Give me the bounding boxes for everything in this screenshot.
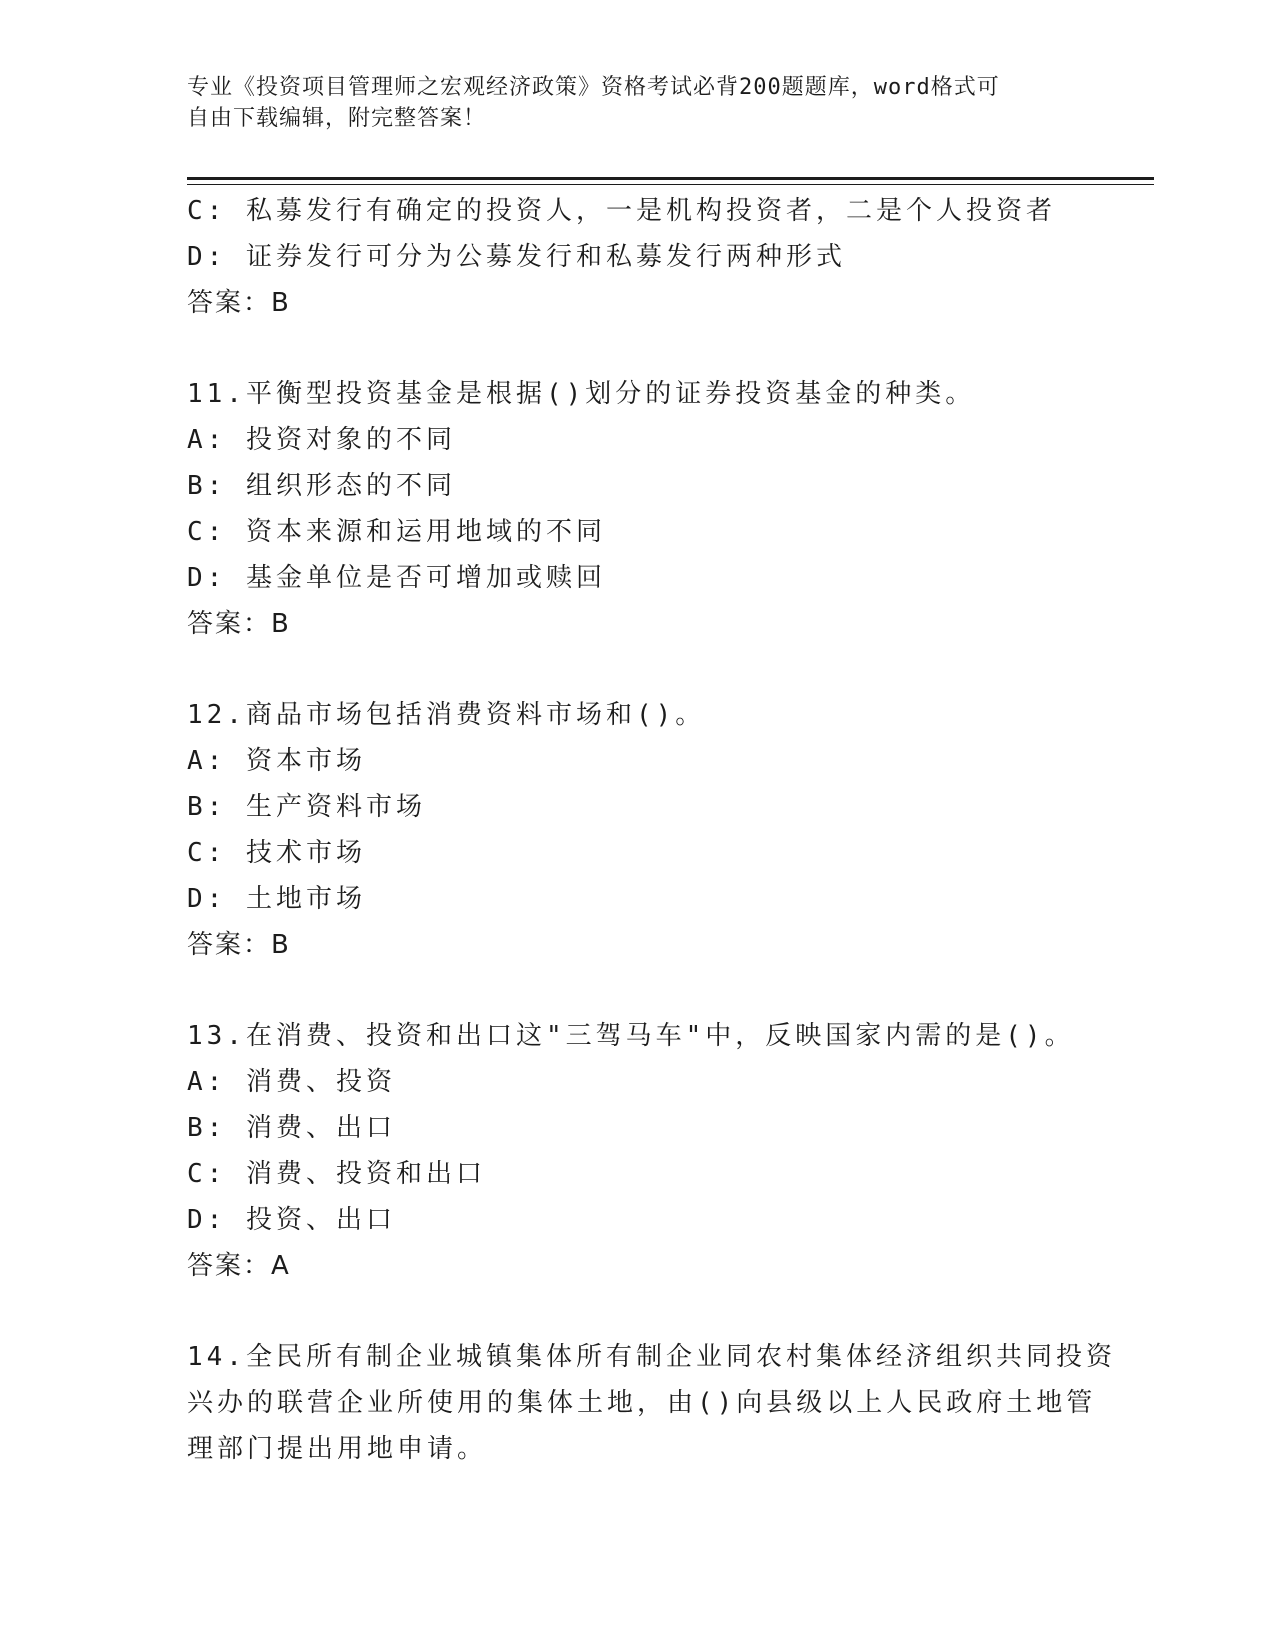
- question-11: [187, 371, 1087, 647]
- option-c: C: 技术市场: [187, 838, 366, 868]
- question-stem-line-1: 14.全民所有制企业城镇集体所有制企业同农村集体经济组织共同投资: [187, 1342, 1116, 1372]
- spacer: [187, 647, 1087, 692]
- header-divider-thick: [187, 177, 1154, 180]
- document-header: [187, 72, 1067, 134]
- header-title-line-1: 专业《投资项目管理师之宏观经济政策》资格考试必背200题题库，word格式可: [187, 75, 1000, 100]
- option-d: D: 投资、出口: [187, 1205, 396, 1235]
- question-stem-line-2: 兴办的联营企业所使用的集体土地，由()向县级以上人民政府土地管: [187, 1388, 1097, 1418]
- option-b: B: 消费、出口: [187, 1113, 396, 1143]
- header-title-line-2: 自由下载编辑，附完整答案！: [187, 106, 487, 131]
- option-d: D: 土地市场: [187, 884, 366, 914]
- option-c: C: 消费、投资和出口: [187, 1159, 486, 1189]
- option-b: B: 组织形态的不同: [187, 471, 456, 501]
- option-c: C: 资本来源和运用地域的不同: [187, 517, 606, 547]
- question-stem-line-3: 理部门提出用地申请。: [187, 1434, 488, 1464]
- question-10-continued: [187, 188, 1087, 326]
- question-13: [187, 1013, 1087, 1289]
- option-a: A: 投资对象的不同: [187, 425, 456, 455]
- option-c: C: 私募发行有确定的投资人，一是机构投资者，二是个人投资者: [187, 196, 1056, 226]
- question-14: [187, 1334, 1116, 1472]
- spacer: [187, 326, 1087, 371]
- answer-line: 答案：B: [187, 288, 291, 318]
- option-d: D: 基金单位是否可增加或赎回: [187, 563, 606, 593]
- option-d: D: 证券发行可分为公募发行和私募发行两种形式: [187, 242, 846, 272]
- answer-line: 答案：A: [187, 1251, 291, 1281]
- question-stem: 12.商品市场包括消费资料市场和()。: [187, 700, 706, 730]
- header-divider-thin: [187, 184, 1154, 185]
- option-a: A: 消费、投资: [187, 1067, 396, 1097]
- question-stem: 13.在消费、投资和出口这"三驾马车"中，反映国家内需的是()。: [187, 1021, 1075, 1051]
- spacer: [187, 968, 1087, 1013]
- question-stem: 11.平衡型投资基金是根据()划分的证券投资基金的种类。: [187, 379, 976, 409]
- answer-line: 答案：B: [187, 609, 291, 639]
- question-list: [187, 188, 1116, 1472]
- answer-line: 答案：B: [187, 930, 291, 960]
- option-b: B: 生产资料市场: [187, 792, 426, 822]
- option-a: A: 资本市场: [187, 746, 366, 776]
- question-12: [187, 692, 1087, 968]
- spacer: [187, 1289, 1087, 1334]
